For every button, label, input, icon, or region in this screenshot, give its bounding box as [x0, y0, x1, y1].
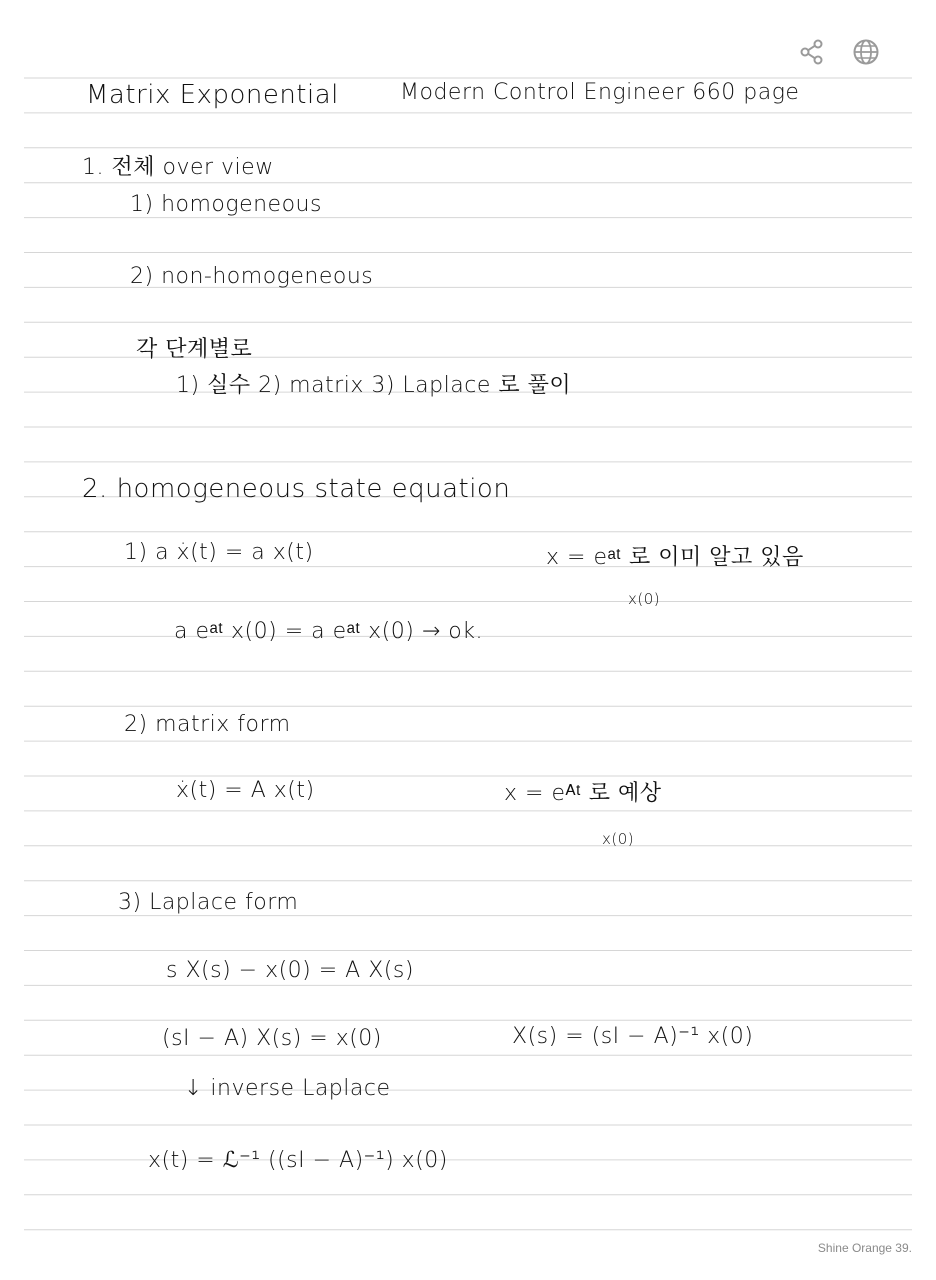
- section-2-3-equation-2: (sI − A) X(s) = x(0): [162, 1026, 382, 1051]
- globe-button[interactable]: [850, 36, 882, 68]
- globe-icon: [852, 38, 880, 66]
- section-2-3-equation-3: X(s) = (sI − A)⁻¹ x(0): [512, 1024, 754, 1049]
- footer-watermark: Shine Orange 39.: [817, 1241, 912, 1255]
- section-2-3-final: x(t) = ℒ⁻¹ ((sI − A)⁻¹) x(0): [148, 1148, 448, 1173]
- section-1-item-2: 2) non-homogeneous: [130, 264, 374, 289]
- section-2-2-solution: x = eᴬᵗ 로 예상: [504, 781, 662, 806]
- section-2-3-equation-1: s X(s) − x(0) = A X(s): [166, 958, 414, 983]
- section-1-step-intro: 각 단계별로: [136, 337, 253, 362]
- section-2-2-solution-note: x(0): [602, 830, 635, 848]
- section-2-2-equation: ẋ(t) = A x(t): [176, 778, 315, 803]
- section-1-item-1: 1) homogeneous: [130, 192, 322, 217]
- section-2-3-heading: 3) Laplace form: [118, 890, 299, 915]
- section-2-3-inverse-laplace: ↓ inverse Laplace: [184, 1076, 391, 1101]
- section-1-steps: 1) 실수 2) matrix 3) Laplace 로 풀이: [176, 373, 572, 398]
- share-button[interactable]: [796, 36, 828, 68]
- section-1-heading: 1. 전체 over view: [82, 155, 274, 180]
- section-2-1-equation: 1) a ẋ(t) = a x(t): [124, 540, 314, 565]
- note-title: Matrix Exponential: [86, 80, 339, 110]
- section-2-1-solution-note: x(0): [628, 590, 661, 608]
- source-reference: Modern Control Engineer 660 page: [400, 80, 800, 105]
- section-2-1-check: a eᵃᵗ x(0) = a eᵃᵗ x(0) → ok.: [174, 619, 483, 644]
- section-2-1-solution: x = eᵃᵗ 로 이미 알고 있음: [546, 545, 804, 570]
- section-2-heading: 2. homogeneous state equation: [82, 474, 511, 504]
- section-2-2-heading: 2) matrix form: [124, 712, 291, 737]
- share-icon: [799, 39, 825, 65]
